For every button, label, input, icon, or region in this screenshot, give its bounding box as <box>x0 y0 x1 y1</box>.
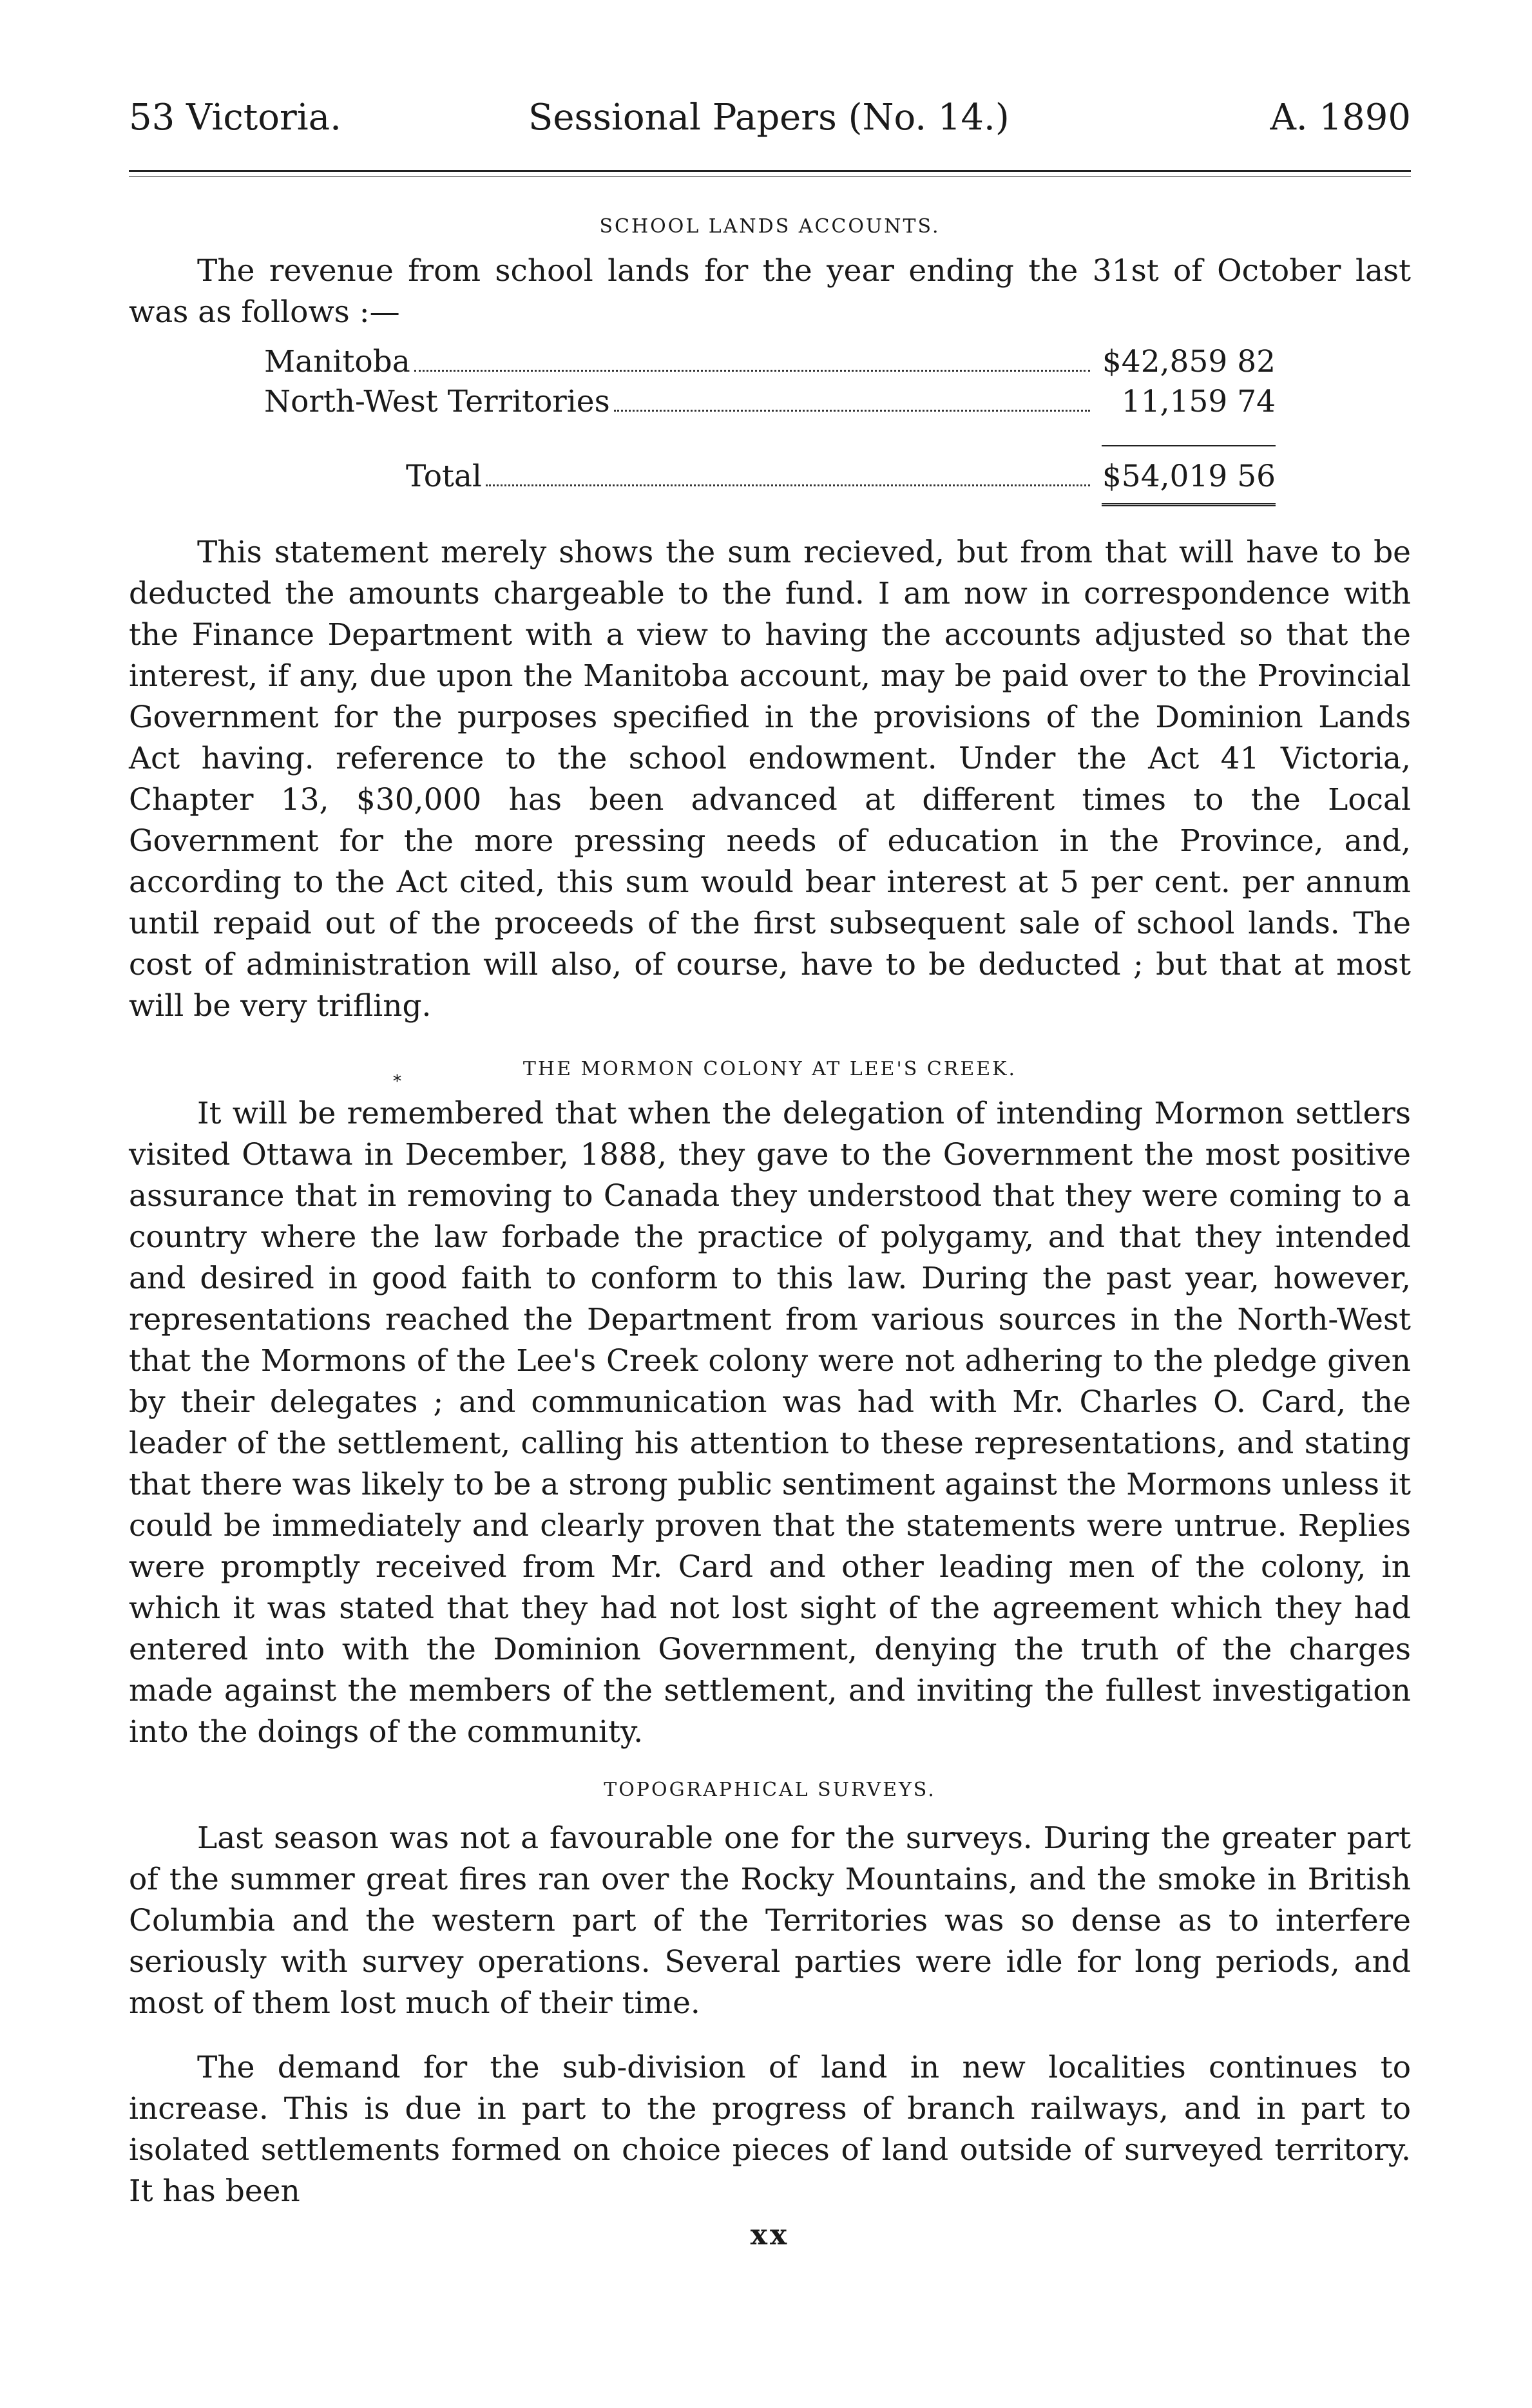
dot-leader <box>614 410 1090 412</box>
mormon-colony-heading <box>129 1058 1411 1091</box>
page-folio: xx <box>750 2219 790 2251</box>
mormon-colony-heading-text: THE MORMON COLONY AT LEE'S CREEK. <box>522 1058 1017 1080</box>
surveys-paragraph-1: Last season was not a favourable one for the surveys. During the greater part of the summer great fires ran over the Rocky Mountains, and the smoke in British Columbia and the western part of the Territories was so dense as to interfere seriously with survey operations. Several parties were idle for long periods, and most of them lost much of their time. <box>129 1820 1411 2021</box>
document-page <box>129 97 1411 2251</box>
account-label: North-West Territories <box>264 384 610 419</box>
total-label: Total <box>406 459 482 494</box>
total-amount: $54,019 56 <box>1102 445 1276 506</box>
surveys-paragraph-2: The demand for the sub-division of land in new localities continues to increase. This is due in part to the progress of branch railways, and in part to isolated settlements formed on choice pieces of land outside of surveyed territory. It has been <box>129 2050 1411 2209</box>
account-amount: $42,859 82 <box>1102 344 1276 379</box>
header-title: Sessional Papers (No. 14.) <box>528 97 1010 139</box>
dot-leader <box>414 370 1090 372</box>
school-lands-paragraph: This statement merely shows the sum recieved, but from that will have to be deducted the amounts chargeable to the fund. I am now in correspondence with the Finance Department with a view to having the accounts adjusted so that the interest, if any, due upon the Manitoba account, may be paid over to the Provincial Government for the purposes specified in the provisions of the Dominion Lands Act having. reference to the school endowment. Under the Act 41 Victoria, Chapter 13, $30,000 has been advanced at different times to the Local Government for the more pressing needs of education in the Province, and, according to the Act cited, this sum would bear interest at 5 per cent. per annum until repaid out of the proceeds of the first subsequent sale of school lands. The cost of administration will also, of course, have to be deducted ; but that at most will be very trifling. <box>129 535 1411 1024</box>
account-total-row <box>264 445 1276 506</box>
dot-leader <box>486 484 1090 486</box>
stray-mark: * <box>393 1072 403 1091</box>
header-rule <box>129 170 1411 177</box>
mormon-colony-paragraph: It will be remembered that when the delegation of intending Mormon settlers visited Ottawa in December, 1888, they gave to the Government the most positive assurance that in removing to Canada they understood that they were coming to a country where the law forbade the practice of polygamy, and that they intended and desired in good faith to conform to this law. During the past year, however, representations reached the Department from various sources in the North-West that the Mormons of the Lee's Creek colony were not adhering to the pledge given by their delegates ; and communication was had with Mr. Charles O. Card, the leader of the settlement, calling his attention to these representations, and stating that there was likely to be a strong public sentiment against the Mormons unless it could be immediately and clearly proven that the statements were untrue. Replies were promptly received from Mr. Card and other leading men of the colony, in which it was stated that they had not lost sight of the agreement which they had entered into with the Dominion Government, denying the truth of the charges made against the members of the settlement, and inviting the fullest investigation into the doings of the community. <box>129 1096 1411 1750</box>
school-lands-heading: SCHOOL LANDS ACCOUNTS. <box>599 215 941 238</box>
surveys-heading: TOPOGRAPHICAL SURVEYS. <box>604 1779 936 1801</box>
school-lands-intro: The revenue from school lands for the year ending the 31st of October last was as follows :— <box>129 253 1411 330</box>
account-amount: 11,159 74 <box>1121 384 1276 419</box>
header-regnal-year: 53 Victoria. <box>129 97 341 139</box>
account-row <box>264 382 1276 422</box>
running-header <box>129 97 1411 155</box>
header-year: A. 1890 <box>1270 97 1411 139</box>
account-label: Manitoba <box>264 344 410 379</box>
account-row <box>264 342 1276 382</box>
school-lands-accounts-table <box>264 342 1276 506</box>
